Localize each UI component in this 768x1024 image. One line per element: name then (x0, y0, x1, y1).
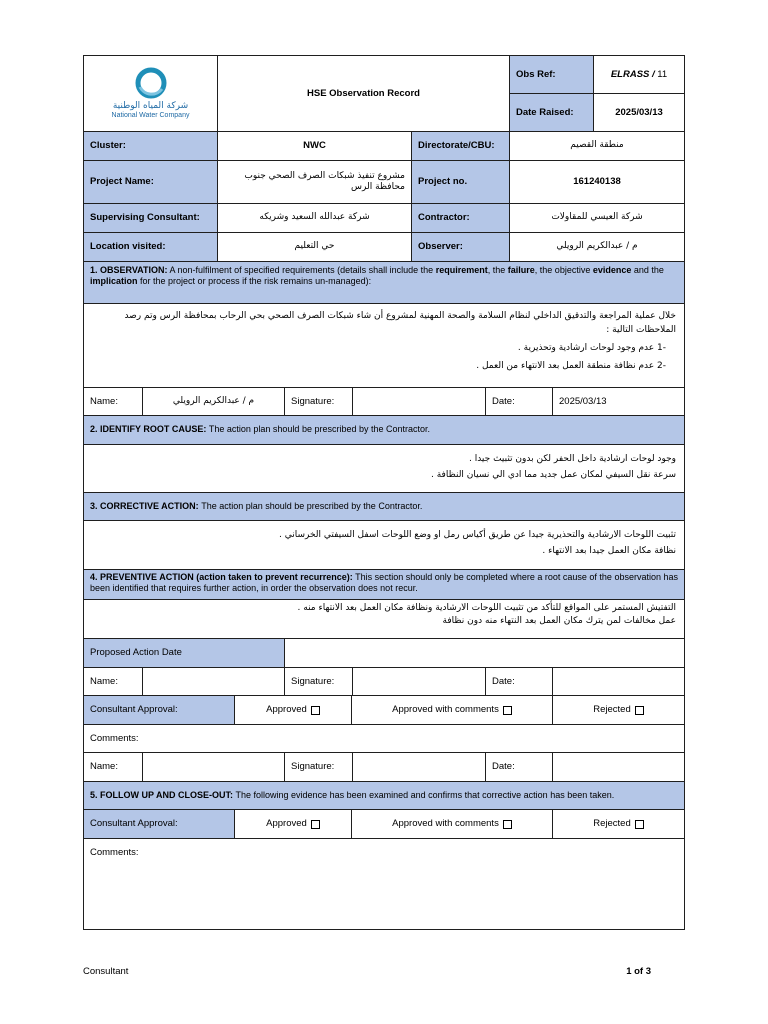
followup-approval-row (84, 809, 684, 838)
followup-heading (84, 782, 684, 809)
preventive-heading-num: 4. PREVENTIVE ACTION (action taken to prevent recurrence): (90, 572, 353, 582)
root-cause-line-2: سرعة نقل السيفي لمكان عمل جديد مما ادي الي نسيان النظافة . (431, 470, 676, 481)
prev-signature2-field[interactable] (352, 753, 485, 781)
prev-signature-field[interactable] (352, 668, 485, 695)
obs-name-value: م / عبدالكريم الرويلي (142, 388, 284, 415)
header-ref-block (509, 56, 684, 131)
obs-date-label: Date: (485, 388, 552, 415)
comma-1: , (487, 265, 491, 275)
preventive-heading (84, 570, 684, 599)
observer-value: م / عبدالكريم الرويلي (509, 233, 684, 261)
preventive-sign-row (84, 667, 684, 695)
prev-date-label: Date: (485, 668, 552, 695)
checkbox-icon[interactable] (311, 820, 320, 829)
observation-sign-row (84, 387, 684, 415)
prev-approved-comments-option[interactable] (351, 696, 552, 724)
proposed-date-field[interactable] (284, 639, 684, 667)
corrective-body (84, 521, 684, 569)
water-drop-icon (131, 67, 171, 99)
location-label: Location visited: (84, 233, 217, 261)
document-title: HSE Observation Record (217, 56, 509, 131)
obs-signature-field[interactable] (352, 388, 485, 415)
root-cause-line-1: وجود لوحات ارشادية داخل الحفر لكن بدون تثبيث جيدا . (468, 454, 676, 464)
prev-rejected-text: Rejected (593, 704, 631, 716)
preventive-heading-text: This section should only be completed where a root cause of the observation has been identified that requires further action, in order the observation does not recur. (90, 572, 678, 594)
preventive-body-row (84, 599, 684, 638)
cluster-row (84, 131, 684, 160)
logo-arabic-text: شركة المياه الوطنية (112, 100, 189, 111)
observation-heading-a: A non-fulfilment of specified requirements (details shall include the (169, 265, 434, 275)
project-row (84, 160, 684, 203)
page-number: 1 of 3 (626, 966, 651, 977)
followup-heading-num: 5. FOLLOW UP AND CLOSE-OUT: (90, 789, 233, 800)
checkbox-icon[interactable] (503, 706, 512, 715)
corrective-heading-row (84, 492, 684, 520)
checkbox-icon[interactable] (635, 706, 644, 715)
root-cause-heading-text: The action plan should be prescribed by the Contractor. (208, 424, 431, 435)
prev-approved-option[interactable] (234, 696, 351, 724)
preventive-body (84, 600, 684, 638)
kw-requirement: requirement (435, 265, 488, 275)
date-raised-value: 2025/03/13 (593, 94, 684, 131)
followup-rejected-text: Rejected (593, 818, 631, 830)
corrective-body-row (84, 520, 684, 569)
cluster-label: Cluster: (84, 132, 217, 160)
corrective-line-2: نظافة مكان العمل جيدا بعد الانتهاء . (542, 546, 676, 557)
prev-date2-label: Date: (485, 753, 552, 781)
checkbox-icon[interactable] (635, 820, 644, 829)
directorate-value: منطقة القصيم (509, 132, 684, 160)
observation-heading-d: for the project or process if the risk remains un-managed): (140, 276, 372, 287)
prev-rejected-option[interactable] (552, 696, 684, 724)
preventive-line-1: التفتيش المستمر على المواقع للتأكد من تثبيت اللوحات الارشادية ونظافة مكان العمل بعد الانتهاء منه . (297, 603, 676, 613)
followup-comments-label[interactable]: Comments: (90, 847, 139, 858)
prev-name2-field[interactable] (142, 753, 284, 781)
corrective-heading-num: 3. CORRECTIVE ACTION: (90, 500, 199, 511)
observation-heading (84, 262, 684, 303)
project-name-value: مشروع تنفيذ شبكات الصرف الصحي جنوب محافظة الرس (217, 161, 411, 203)
location-value: حي التعليم (217, 233, 411, 261)
followup-comments-row (84, 838, 684, 929)
contractor-value: شركة العيسي للمقاولات (509, 204, 684, 232)
followup-approved-comments-text: Approved with comments (392, 818, 499, 830)
kw-evidence: evidence (592, 265, 632, 275)
prev-name-field[interactable] (142, 668, 284, 695)
obs-date-value: 2025/03/13 (552, 388, 684, 415)
observation-heading-b: , the objective (534, 265, 591, 275)
observation-intro: خلال عملية المراجعة والتدقيق الداخلي لنظام السلامة والصحة المهنية لمشروع أن شاء شبكات الصرف الصحي بحي الرحاب بمحافظة الرس وتم رصد الملاحظات التالية : (124, 311, 676, 335)
date-raised-label: Date Raised: (510, 94, 593, 131)
preventive-heading-row (84, 569, 684, 599)
followup-approved-text: Approved (266, 818, 307, 830)
prev-name2-label: Name: (90, 761, 118, 773)
root-cause-body (84, 445, 684, 492)
obs-ref-code: ELRASS / (610, 68, 655, 80)
root-cause-body-row (84, 444, 684, 492)
prev-comments-row (84, 724, 684, 752)
hse-observation-form (83, 55, 685, 930)
header-row (84, 56, 684, 131)
prev-date-field[interactable] (552, 668, 684, 695)
observation-body (84, 304, 684, 387)
prev-name-label: Name: (90, 675, 118, 687)
followup-heading-row (84, 781, 684, 809)
obs-ref-row (510, 56, 684, 93)
prev-approval-label: Consultant Approval: (84, 696, 234, 724)
followup-heading-text: The following evidence has been examined and confirms that corrective action has been taken. (235, 789, 615, 800)
checkbox-icon[interactable] (311, 706, 320, 715)
proposed-date-label: Proposed Action Date (84, 639, 284, 667)
logo-english-text: National Water Company (111, 111, 190, 119)
prev-approval-row (84, 695, 684, 724)
observation-heading-row (84, 261, 684, 303)
kw-failure: failure (507, 265, 535, 275)
followup-approved-option[interactable] (234, 810, 351, 838)
prev-signature-label: Signature: (284, 668, 352, 695)
observer-label: Observer: (411, 233, 509, 261)
project-no-value: 161240138 (509, 161, 684, 203)
root-cause-heading (84, 416, 684, 444)
date-raised-row (510, 93, 684, 131)
project-name-label: Project Name: (84, 161, 217, 203)
proposed-date-row (84, 638, 684, 667)
followup-approved-comments-option[interactable] (351, 810, 552, 838)
observation-item-1: -1 عدم وجود لوحات ارشادية وتحذيرية . (517, 342, 666, 353)
company-logo (84, 56, 217, 131)
consultant-value: شركة عبدالله السعيد وشريكه (217, 204, 411, 232)
the-word: the (492, 265, 506, 275)
obs-ref-number: 11 (657, 68, 668, 80)
kw-implication: implication (90, 276, 138, 287)
prev-comments-label[interactable]: Comments: (90, 732, 139, 744)
prev-approved-comments-text: Approved with comments (392, 704, 499, 716)
prev-signature2-label: Signature: (284, 753, 352, 781)
consultant-row (84, 203, 684, 232)
obs-name-label: Name: (90, 395, 118, 407)
followup-approval-label: Consultant Approval: (84, 810, 234, 838)
prev-date2-field[interactable] (552, 753, 684, 781)
observation-heading-c: and the (633, 265, 664, 275)
preventive-sign2-row (84, 752, 684, 781)
checkbox-icon[interactable] (503, 820, 512, 829)
footer-left: Consultant (83, 966, 129, 977)
cluster-value: NWC (217, 132, 411, 160)
consultant-label: Supervising Consultant: (84, 204, 217, 232)
corrective-heading (84, 493, 684, 520)
followup-rejected-option[interactable] (552, 810, 684, 838)
corrective-heading-text: The action plan should be prescribed by the Contractor. (201, 500, 423, 511)
corrective-line-1: تثبيت اللوحات الارشادية والتحذيرية جيدا عن طريق أكياس رمل او وضع اللوحات اسفل السيفتي الخرساني . (279, 530, 676, 540)
directorate-label: Directorate/CBU: (411, 132, 509, 160)
obs-ref-value (593, 56, 684, 93)
preventive-line-2: عمل مخالفات لمن يترك مكان العمل بعد النتهاء منه دون نظافة (442, 615, 676, 626)
root-cause-heading-row (84, 415, 684, 444)
observation-body-row (84, 303, 684, 387)
observation-item-2: -2 عدم نظافة منطقة العمل بعد الانتهاء من العمل . (476, 360, 666, 371)
prev-approved-text: Approved (266, 704, 307, 716)
project-no-label: Project no. (411, 161, 509, 203)
location-row (84, 232, 684, 261)
contractor-label: Contractor: (411, 204, 509, 232)
observation-heading-num: 1. OBSERVATION: (90, 265, 168, 275)
root-cause-heading-num: 2. IDENTIFY ROOT CAUSE: (90, 424, 207, 435)
obs-signature-label: Signature: (284, 388, 352, 415)
obs-ref-label: Obs Ref: (510, 56, 593, 93)
